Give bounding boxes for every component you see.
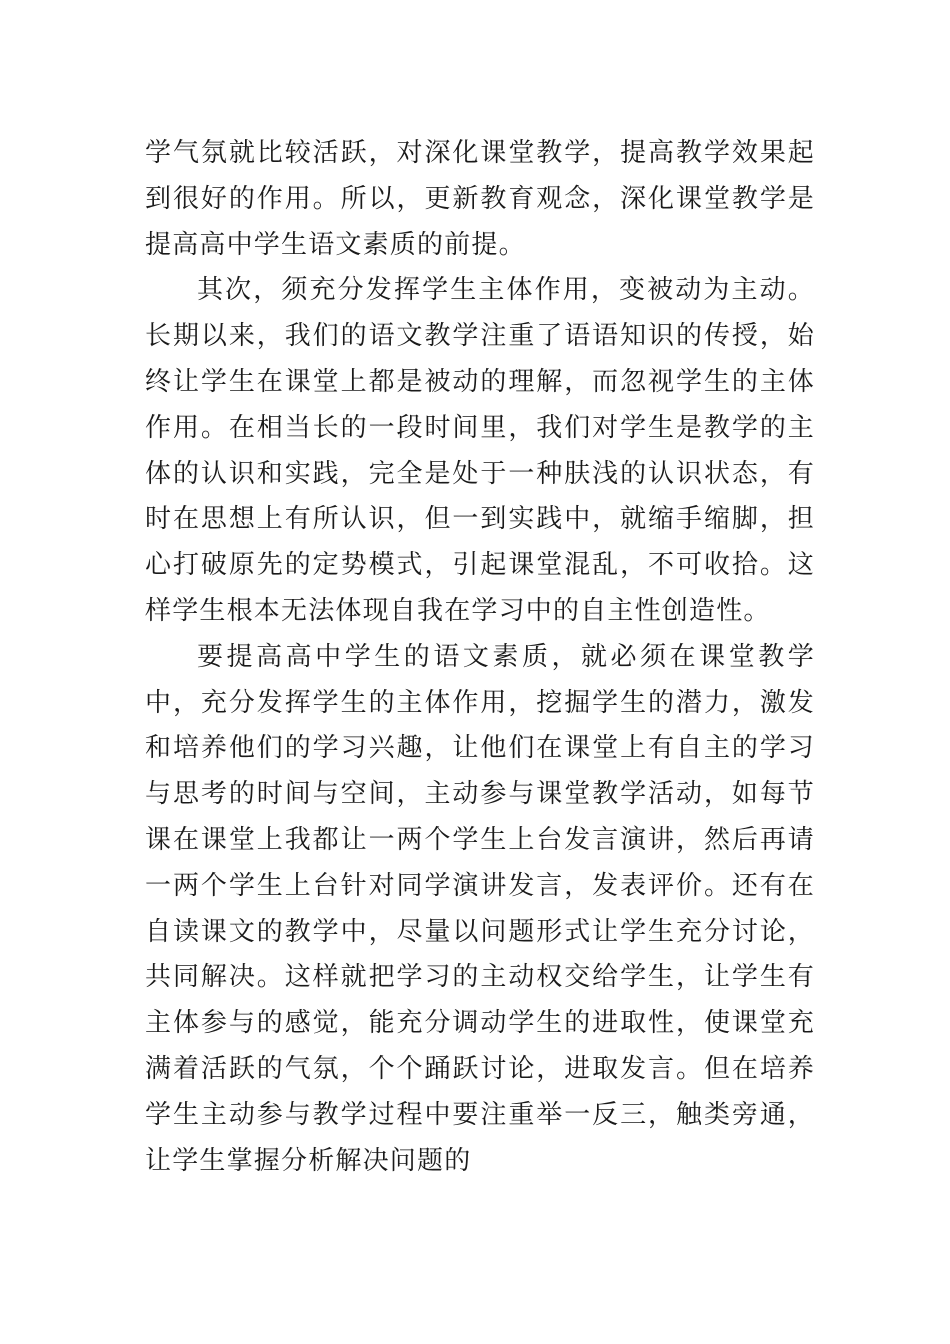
paragraph-student-subject: 其次，须充分发挥学生主体作用，变被动为主动。长期以来，我们的语文教学注重了语语知识的传授，始终让学生在课堂上都是被动的理解，而忽视学生的主体作用。在相当长的一段时间里，我们对学生是教学的主体的认识和实践，完全是处于一种肤浅的认识状态，有时在思想上有所认识，但一到实践中，就缩手缩脚，担心打破原先的定势模式，引起课堂混乱，不可收拾。这样学生根本无法体现自我在学习中的自主性创造性。 [145, 275, 815, 626]
paragraph-improve-quality: 要提高高中学生的语文素质，就必须在课堂教学中，充分发挥学生的主体作用，挖掘学生的潜力，激发和培养他们的学习兴趣，让他们在课堂上有自主的学习与思考的时间与空间，主动参与课堂教学活动，如每节课在课堂上我都让一两个学生上台发言演讲，然后再请一两个学生上台针对同学演讲发言，发表评价。还有在自读课文的教学中，尽量以问题形式让学生充分讨论，共同解决。这样就把学习的主动权交给学生，让学生有主体参与的感觉，能充分调动学生的进取性，使课堂充满着活跃的气氛，个个踊跃讨论，进取发言。但在培养学生主动参与教学过程中要注重举一反三，触类旁通，让学生掌握分析解决问题的 [145, 641, 815, 1176]
paragraph-continuation: 学气氛就比较活跃，对深化课堂教学，提高教学效果起到很好的作用。所以，更新教育观念，深化课堂教学是提高高中学生语文素质的前提。 [145, 138, 815, 260]
document-body [145, 131, 815, 1184]
